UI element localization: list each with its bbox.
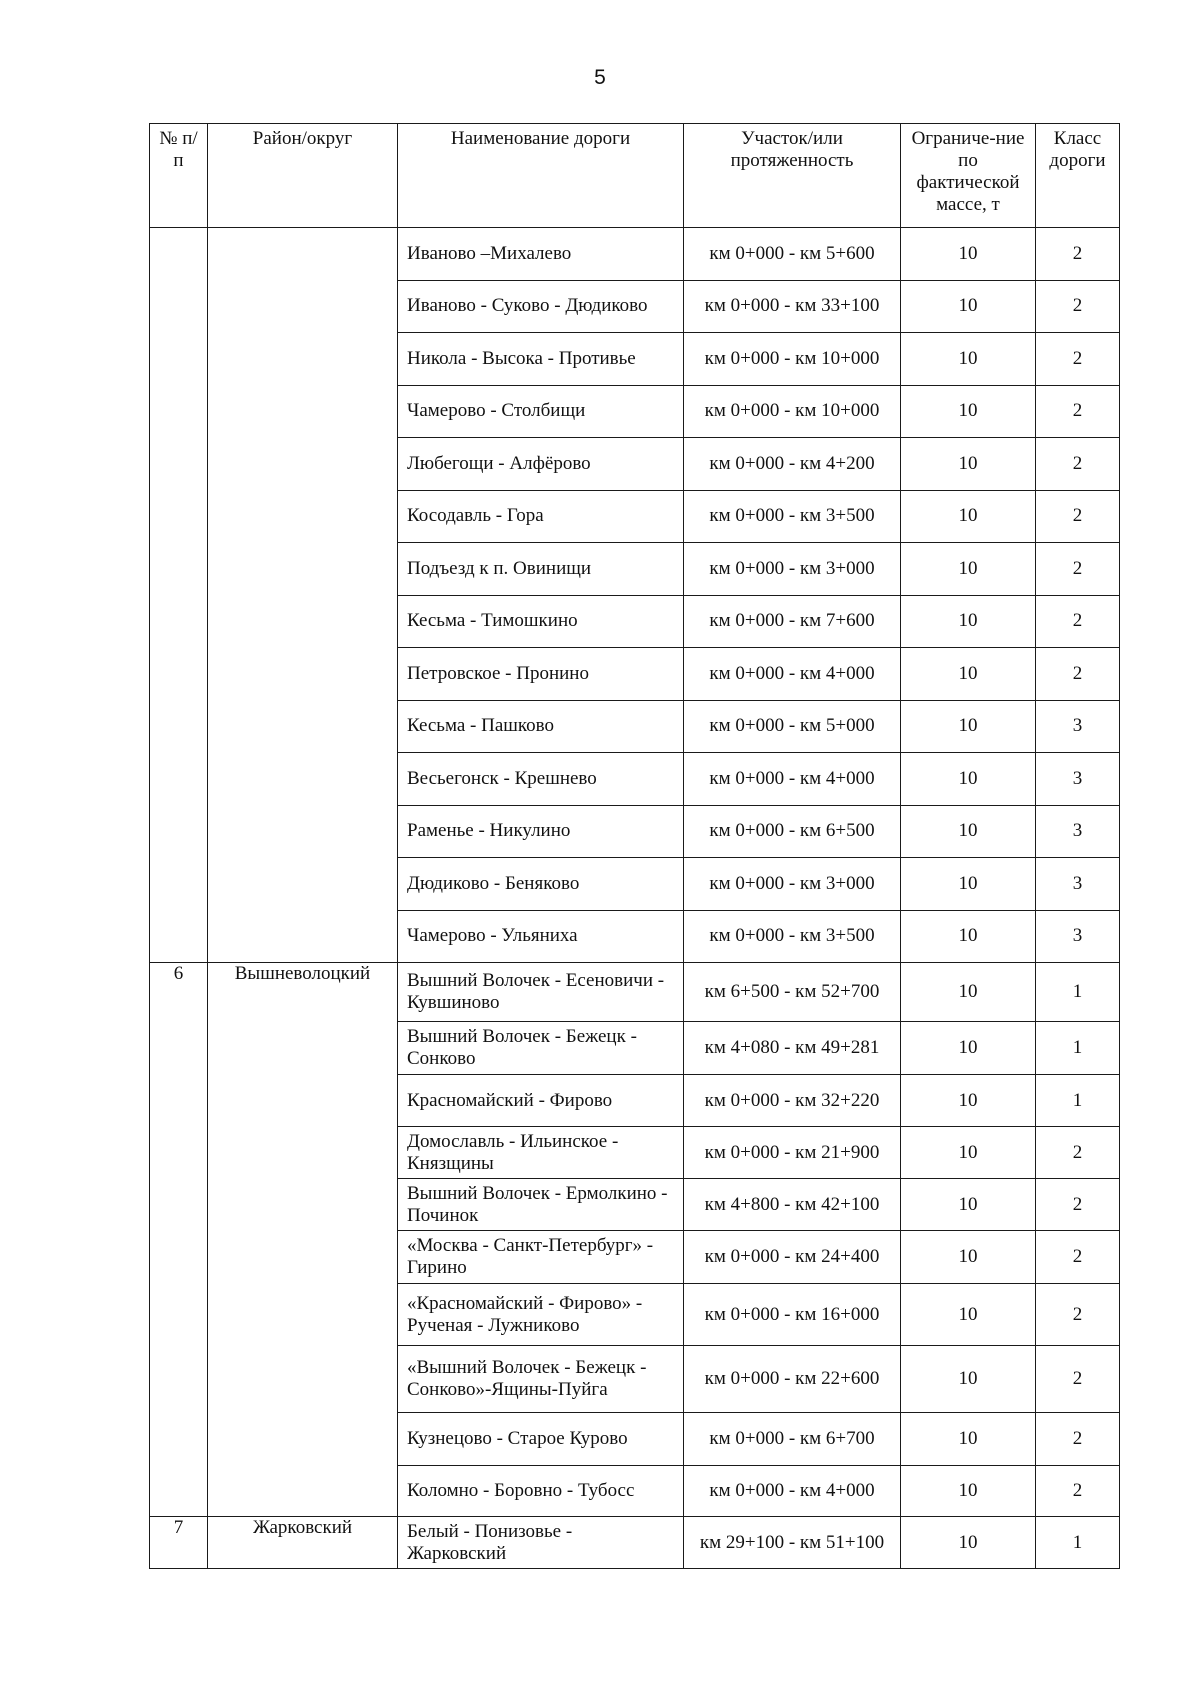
road-name: Косодавль - Гора [398,490,684,543]
road-name: Никола - Высока - Противье [398,333,684,386]
road-segment: км 0+000 - км 3+000 [684,543,901,596]
road-name: Красномайский - Фирово [398,1075,684,1127]
road-mass-limit: 10 [901,858,1036,911]
road-name: Кесьма - Тимошкино [398,595,684,648]
road-name: Коломно - Боровно - Тубосс [398,1466,684,1517]
road-name: Иваново - Суково - Дюдиково [398,280,684,333]
road-class: 3 [1036,753,1120,806]
road-segment: км 0+000 - км 7+600 [684,595,901,648]
road-mass-limit: 10 [901,648,1036,701]
road-mass-limit: 10 [901,1231,1036,1284]
road-name: Дюдиково - Беняково [398,858,684,911]
road-name: Любегощи - Алфёрово [398,438,684,491]
road-segment: км 0+000 - км 4+000 [684,648,901,701]
district-number: 7 [150,1517,208,1569]
road-segment: км 0+000 - км 4+000 [684,753,901,806]
road-segment: км 4+800 - км 42+100 [684,1179,901,1231]
header-district: Район/округ [208,124,398,228]
road-mass-limit: 10 [901,543,1036,596]
group-a-num-cell [150,228,208,963]
table-row [150,963,1120,1022]
table-row [150,1517,1120,1569]
road-mass-limit: 10 [901,280,1036,333]
table-header-row [150,124,1120,228]
road-mass-limit: 10 [901,438,1036,491]
road-name: Кузнецово - Старое Курово [398,1413,684,1466]
road-segment: км 0+000 - км 24+400 [684,1231,901,1284]
road-class: 2 [1036,280,1120,333]
road-segment: км 0+000 - км 32+220 [684,1075,901,1127]
road-class: 2 [1036,438,1120,491]
road-mass-limit: 10 [901,1466,1036,1517]
road-class: 2 [1036,1179,1120,1231]
road-mass-limit: 10 [901,1022,1036,1075]
district-name: Вышневолоцкий [208,963,398,1517]
road-segment: км 0+000 - км 21+900 [684,1127,901,1179]
road-class: 2 [1036,385,1120,438]
road-mass-limit: 10 [901,228,1036,281]
road-mass-limit: 10 [901,910,1036,963]
road-class: 1 [1036,1517,1120,1569]
road-class: 3 [1036,700,1120,753]
district-name: Жарковский [208,1517,398,1569]
road-class: 2 [1036,1413,1120,1466]
road-name: Раменье - Никулино [398,805,684,858]
page-number: 5 [594,66,606,89]
road-class: 1 [1036,1075,1120,1127]
road-mass-limit: 10 [901,1517,1036,1569]
road-segment: км 0+000 - км 16+000 [684,1284,901,1346]
district-number: 6 [150,963,208,1517]
road-name: Вышний Волочек - Есеновичи - Кувшиново [398,963,684,1022]
road-name: Весьегонск - Крешнево [398,753,684,806]
road-segment: км 0+000 - км 10+000 [684,333,901,386]
road-mass-limit: 10 [901,1284,1036,1346]
road-mass-limit: 10 [901,963,1036,1022]
road-class: 2 [1036,648,1120,701]
road-class: 2 [1036,1346,1120,1413]
road-mass-limit: 10 [901,1075,1036,1127]
road-segment: км 0+000 - км 4+200 [684,438,901,491]
road-mass-limit: 10 [901,1127,1036,1179]
group-a-district-cell [208,228,398,963]
road-segment: км 0+000 - км 5+600 [684,228,901,281]
road-name: Белый - Понизовье - Жарковский [398,1517,684,1569]
road-class: 2 [1036,1284,1120,1346]
road-mass-limit: 10 [901,753,1036,806]
road-segment: км 0+000 - км 6+500 [684,805,901,858]
road-class: 3 [1036,805,1120,858]
road-class: 3 [1036,910,1120,963]
header-mass: Ограниче-ние по фактической массе, т [901,124,1036,228]
road-mass-limit: 10 [901,385,1036,438]
road-segment: км 0+000 - км 22+600 [684,1346,901,1413]
road-name: Кесьма - Пашково [398,700,684,753]
road-name: Подъезд к п. Овинищи [398,543,684,596]
road-name: Чамерово - Столбищи [398,385,684,438]
road-mass-limit: 10 [901,1413,1036,1466]
road-segment: км 4+080 - км 49+281 [684,1022,901,1075]
road-segment: км 0+000 - км 3+000 [684,858,901,911]
road-class: 2 [1036,228,1120,281]
road-segment: км 0+000 - км 4+000 [684,1466,901,1517]
road-name: «Вышний Волочек - Бежецк - Сонково»-Ящины-Пуйга [398,1346,684,1413]
road-name: Чамерово - Ульяниха [398,910,684,963]
road-class: 2 [1036,490,1120,543]
road-segment: км 0+000 - км 3+500 [684,490,901,543]
road-mass-limit: 10 [901,805,1036,858]
road-class: 2 [1036,1127,1120,1179]
road-segment: км 0+000 - км 10+000 [684,385,901,438]
header-num: № п/п [150,124,208,228]
road-segment: км 0+000 - км 5+000 [684,700,901,753]
road-segment: км 29+100 - км 51+100 [684,1517,901,1569]
road-class: 2 [1036,1231,1120,1284]
road-class: 3 [1036,858,1120,911]
road-mass-limit: 10 [901,490,1036,543]
road-name: Иваново –Михалево [398,228,684,281]
header-segment: Участок/или протяженность [684,124,901,228]
road-segment: км 0+000 - км 33+100 [684,280,901,333]
header-class: Класс дороги [1036,124,1120,228]
road-class: 1 [1036,963,1120,1022]
road-name: Вышний Волочек - Бежецк - Сонково [398,1022,684,1075]
header-road: Наименование дороги [398,124,684,228]
road-name: «Москва - Санкт-Петербург» - Гирино [398,1231,684,1284]
roads-table [149,123,1120,1569]
table-row [150,228,1120,281]
road-name: Петровское - Пронино [398,648,684,701]
road-name: Домославль - Ильинское - Князщины [398,1127,684,1179]
road-segment: км 6+500 - км 52+700 [684,963,901,1022]
road-class: 2 [1036,333,1120,386]
road-name: Вышний Волочек - Ермолкино - Починок [398,1179,684,1231]
road-segment: км 0+000 - км 3+500 [684,910,901,963]
road-class: 2 [1036,595,1120,648]
road-name: «Красномайский - Фирово» - Рученая - Лужниково [398,1284,684,1346]
road-class: 1 [1036,1022,1120,1075]
road-class: 2 [1036,543,1120,596]
road-class: 2 [1036,1466,1120,1517]
road-mass-limit: 10 [901,595,1036,648]
road-mass-limit: 10 [901,1179,1036,1231]
road-segment: км 0+000 - км 6+700 [684,1413,901,1466]
road-mass-limit: 10 [901,1346,1036,1413]
road-mass-limit: 10 [901,700,1036,753]
road-mass-limit: 10 [901,333,1036,386]
